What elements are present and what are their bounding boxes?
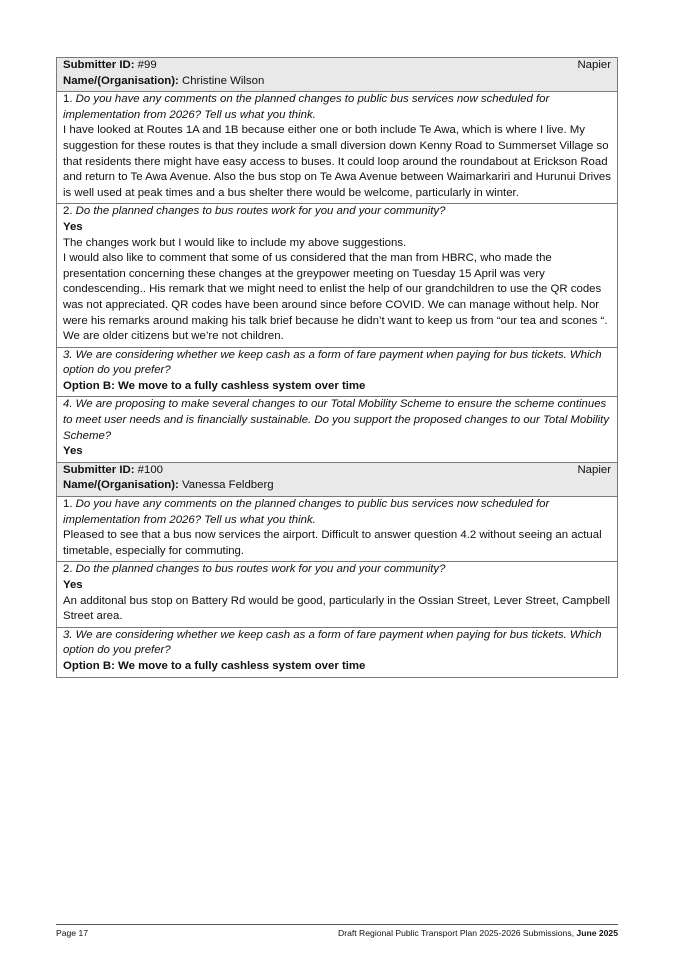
question-2-row bbox=[57, 561, 617, 626]
submitter-id: Submitter ID: #100 bbox=[63, 463, 164, 476]
answer-2-choice: Yes bbox=[63, 220, 83, 233]
submitter-name: Name/(Organisation): Vanessa Feldberg bbox=[63, 479, 274, 492]
question-1-row bbox=[57, 91, 617, 203]
page-footer bbox=[56, 924, 618, 938]
answer-3: Option B: We move to a fully cashless system over time bbox=[63, 379, 366, 392]
submitter-header bbox=[57, 58, 617, 91]
question-2: 2. Do the planned changes to bus routes work for you and your community? bbox=[63, 205, 446, 218]
question-3: 3. We are considering whether we keep cash as a form of fare payment when paying for bus tickets. Which option do you prefer? bbox=[63, 628, 602, 657]
answer-2-choice: Yes bbox=[63, 579, 83, 591]
answer-1: I have looked at Routes 1A and 1B because either one or both include Te Awa, which is where I live. My suggestion for these routes is that they include a small diversion down Kenny Road to Summerset Village so that residents there might have easy access to buses. It could loop around the roundabout at Erickson Road and return to Te Awa Avenue. Also the bus stop on Te Awa Avenue between Waimarkariri and Hurunui Drives is well used at peak times and a bus shelter there would be welcome, particularly in winter. bbox=[63, 124, 611, 199]
submissions-table bbox=[56, 57, 618, 678]
question-2: 2. Do the planned changes to bus routes work for you and your community? bbox=[63, 563, 446, 576]
question-3-row bbox=[57, 347, 617, 397]
answer-2-text: The changes work but I would like to include my above suggestions. bbox=[63, 236, 407, 249]
question-4-row bbox=[57, 396, 617, 461]
answer-3: Option B: We move to a fully cashless system over time bbox=[63, 659, 366, 672]
document-title: Draft Regional Public Transport Plan 2025-2026 Submissions, June 2025 bbox=[338, 928, 618, 938]
submitter-location: Napier bbox=[577, 59, 611, 71]
submitter-location: Napier bbox=[577, 463, 611, 476]
submitter-id: Submitter ID: #99 bbox=[63, 59, 157, 71]
answer-2-text: An additonal bus stop on Battery Rd would be good, particularly in the Ossian Street, Lever Street, Campbell Street area. bbox=[63, 594, 611, 623]
answer-1: Pleased to see that a bus now services the airport. Difficult to answer question 4.2 without seeing an actual timetable, especially for commuting. bbox=[63, 529, 602, 557]
question-4: 4. We are proposing to make several changes to our Total Mobility Scheme to ensure the scheme continues to meet user needs and is financially sustainable. Do you support the proposed changes to our Total Mobility Scheme? bbox=[63, 398, 610, 442]
submitter-name: Name/(Organisation): Christine Wilson bbox=[63, 74, 265, 87]
question-3-row bbox=[57, 627, 617, 677]
answer-2-text: I would also like to comment that some of us considered that the man from HBRC, who made the presentation concerning these changes at the greypower meeting on Tuesday 15 April was very condescending.. His remark that we might need to enlist the help of our grandchildren to use the QR codes was not appreciated. QR codes have been around since before COVID. We can manage without help. Nor were his remarks around making his talk brief because he didn’t want to keep us from “our tea and scones “. We are older citizens but we’re not children. bbox=[63, 252, 608, 343]
question-2-row bbox=[57, 203, 617, 346]
question-3: 3. We are considering whether we keep cash as a form of fare payment when paying for bus tickets. Which option do you prefer? bbox=[63, 348, 602, 377]
answer-4: Yes bbox=[63, 445, 83, 458]
question-1: 1. Do you have any comments on the planned changes to public bus services now scheduled for implementation from 2026? Tell us what you think. bbox=[63, 498, 550, 526]
question-1-row bbox=[57, 496, 617, 561]
submitter-header bbox=[57, 462, 617, 496]
question-1: 1. Do you have any comments on the planned changes to public bus services now scheduled for implementation from 2026? Tell us what you think. bbox=[63, 93, 550, 121]
page-number: Page 17 bbox=[56, 928, 89, 938]
